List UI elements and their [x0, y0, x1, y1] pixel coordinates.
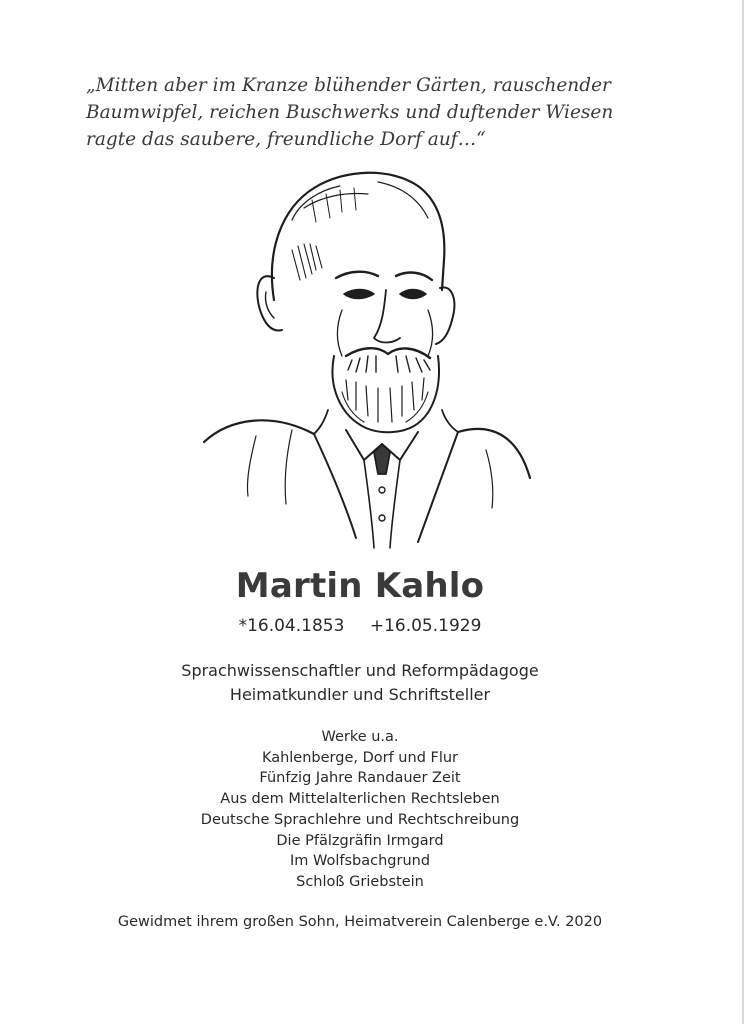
work-item: Im Wolfsbachgrund [289, 853, 431, 870]
death-date: +16.05.1929 [369, 616, 482, 636]
portrait-drawing-icon [196, 160, 536, 555]
dedication: Gewidmet ihrem großen Sohn, Heimatverein Calenberge e.V. 2020 [117, 914, 603, 930]
work-item: Aus dem Mittelalterlichen Rechtsleben [220, 791, 500, 808]
birth-date: *16.04.1853 [238, 616, 345, 636]
works-heading: Werke u.a. [321, 729, 399, 745]
roles [0, 659, 720, 707]
role-line: Heimatkundler und Schriftsteller [229, 685, 491, 704]
work-item: Kahlenberge, Dorf und Flur [261, 749, 459, 766]
work-item: Schloß Griebstein [296, 873, 424, 890]
quote-line: „Mitten aber im Kranze blühender Gärten, rauschender [86, 75, 611, 96]
quote-line: ragte das saubere, freundliche Dorf auf…“ [86, 129, 486, 150]
person-name: Martin Kahlo [235, 566, 485, 606]
work-item: Die Pfälzgräfin Irmgard [276, 832, 444, 849]
work-item: Fünfzig Jahre Randauer Zeit [259, 770, 461, 787]
role-line: Sprachwissenschaftler und Reformpädagoge [181, 661, 539, 680]
work-item: Deutsche Sprachlehre und Rechtschreibung [200, 811, 520, 828]
works-list [0, 727, 720, 893]
quote [86, 72, 646, 153]
life-dates [0, 616, 720, 636]
quote-line: Baumwipfel, reichen Buschwerks und duftender Wiesen [86, 102, 614, 123]
